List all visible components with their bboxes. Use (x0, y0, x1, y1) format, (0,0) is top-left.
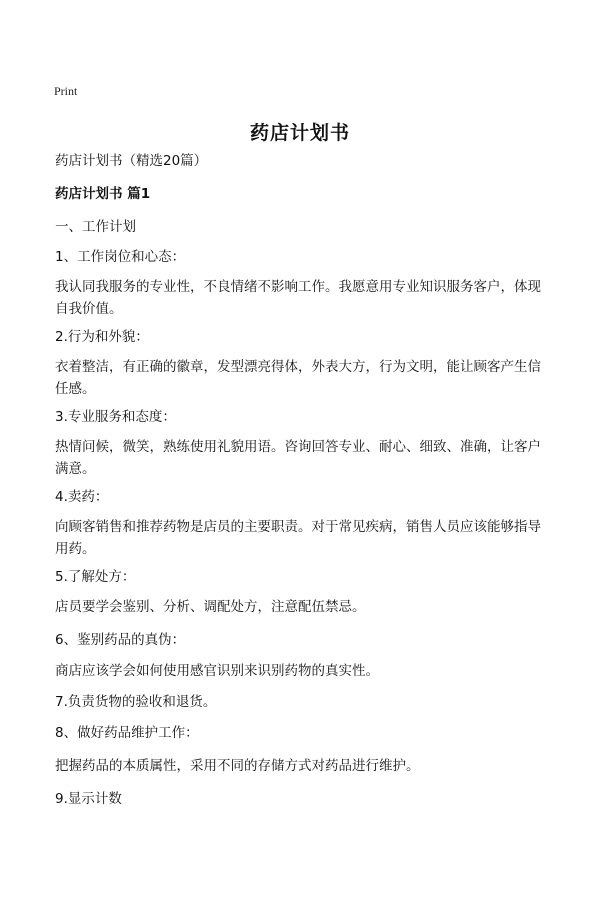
paragraph-item-5-body: 店员要学会鉴别、分析、调配处方，注意配伍禁忌。 (55, 599, 366, 615)
paragraph-item-1-body: 我认同我服务的专业性，不良情绪不影响工作。我愿意用专业知识服务客户，体现自我价值。 (55, 279, 541, 317)
paragraph-item-9-heading: 9.显示计数 (55, 791, 122, 807)
document-subtitle: 药店计划书（精选20篇） (55, 153, 208, 169)
print-label: Print (54, 84, 78, 98)
paragraph-item-2-body: 衣着整洁，有正确的徽章，发型漂亮得体，外表大方，行为文明，能让顾客产生信任感。 (55, 359, 541, 397)
document-title: 药店计划书 (249, 122, 350, 144)
paragraph-item-7: 7.负责货物的验收和退货。 (55, 694, 217, 710)
paragraph-item-8-heading: 8、做好药品维护工作： (55, 725, 199, 741)
paragraph-item-3-heading: 3.专业服务和态度： (55, 409, 176, 425)
paragraph-item-3-body: 热情问候，微笑，熟练使用礼貌用语。咨询回答专业、耐心、细致、准确，让客户满意。 (55, 439, 541, 477)
section-heading: 药店计划书 篇1 (55, 186, 151, 202)
paragraph-item-1-heading: 1、工作岗位和心态： (55, 249, 186, 265)
paragraph-item-4-heading: 4.卖药： (55, 489, 109, 505)
paragraph-item-6-body: 商店应该学会如何使用感官识别来识别药物的真实性。 (55, 663, 379, 679)
paragraph-item-8-body: 把握药品的本质属性，采用不同的存储方式对药品进行维护。 (55, 758, 420, 774)
paragraph-item-5-heading: 5.了解处方： (55, 569, 136, 585)
paragraph-item-4-body: 向顾客销售和推荐药物是店员的主要职责。对于常见疾病，销售人员应该能够指导用药。 (55, 519, 541, 557)
paragraph-work-plan: 一、工作计划 (55, 219, 136, 235)
paragraph-item-6-heading: 6、鉴别药品的真伪： (55, 632, 186, 648)
paragraph-item-2-heading: 2.行为和外貌： (55, 329, 149, 345)
